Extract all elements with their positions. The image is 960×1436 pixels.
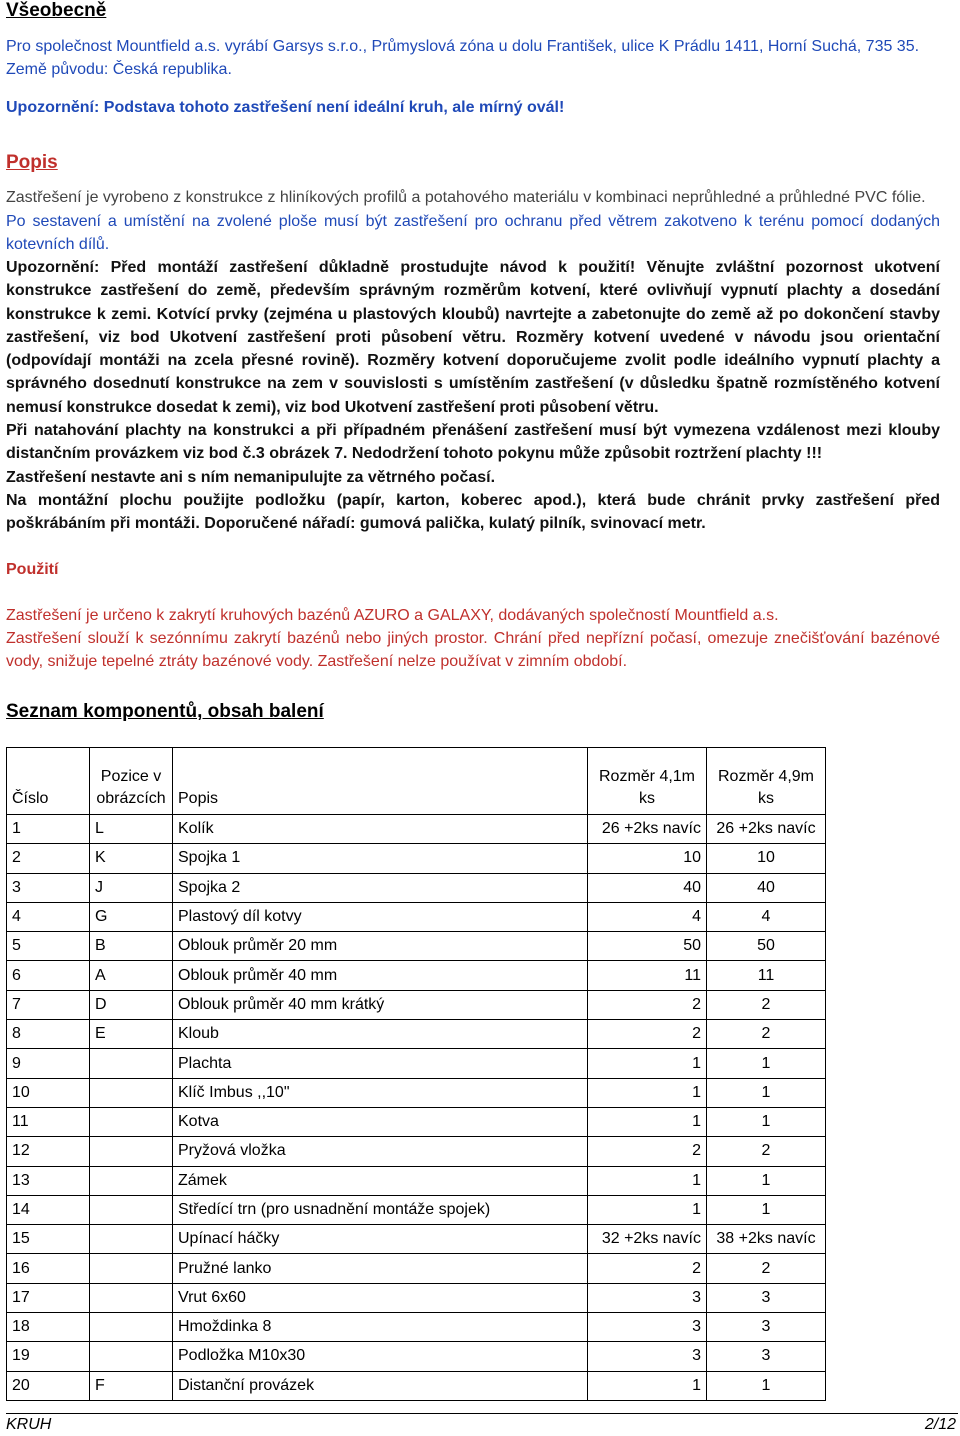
cell-size-49: 1 [707, 1078, 826, 1107]
table-row [7, 873, 826, 902]
cell-position: L [90, 815, 173, 844]
cell-number: 9 [7, 1049, 90, 1078]
cell-description: Plastový díl kotvy [173, 902, 588, 931]
cell-position [90, 1049, 173, 1078]
cell-number: 16 [7, 1254, 90, 1283]
cell-size-49: 3 [707, 1283, 826, 1312]
cell-number: 7 [7, 990, 90, 1019]
cell-number: 20 [7, 1371, 90, 1400]
cell-size-41: 50 [588, 932, 707, 961]
table-row [7, 1166, 826, 1195]
cell-description: Upínací háčky [173, 1225, 588, 1254]
cell-number: 2 [7, 844, 90, 873]
table-body [7, 815, 826, 1401]
cell-number: 17 [7, 1283, 90, 1312]
spacing-warning: Při natahování plachty na konstrukci a při případném přenášení zastřešení musí být vymezena vzdálenost mezi klouby distančním provázkem viz bod č.3 obrázek 7. Nedodržení tohoto pokynu může způsobit roztržení plachty !!! [6, 422, 940, 463]
cell-position: D [90, 990, 173, 1019]
oval-warning: Upozornění: Podstava tohoto zastřešení není ideální kruh, ale mírný ovál! [6, 99, 565, 116]
cell-size-49: 2 [707, 1020, 826, 1049]
cell-size-49: 11 [707, 961, 826, 990]
cell-size-49: 10 [707, 844, 826, 873]
table-row [7, 932, 826, 961]
cell-position [90, 1137, 173, 1166]
cell-position [90, 1283, 173, 1312]
table-row [7, 844, 826, 873]
cell-number: 1 [7, 815, 90, 844]
cell-size-49: 3 [707, 1313, 826, 1342]
table-row [7, 1371, 826, 1400]
cell-number: 5 [7, 932, 90, 961]
usage-paragraph-1: Zastřešení je určeno k zakrytí kruhových bazénů AZURO a GALAXY, dodávaných společností Mountfield a.s. [6, 607, 779, 624]
cell-description: Oblouk průměr 40 mm krátký [173, 990, 588, 1019]
cell-number: 19 [7, 1342, 90, 1371]
table-row [7, 1020, 826, 1049]
cell-number: 15 [7, 1225, 90, 1254]
cell-number: 13 [7, 1166, 90, 1195]
cell-number: 12 [7, 1137, 90, 1166]
cell-number: 6 [7, 961, 90, 990]
cell-size-49: 2 [707, 990, 826, 1019]
cell-size-41: 2 [588, 1137, 707, 1166]
table-row [7, 990, 826, 1019]
col-header-position: Pozice v obrázcích [90, 748, 173, 815]
cell-description: Zámek [173, 1166, 588, 1195]
cell-position [90, 1254, 173, 1283]
cell-position [90, 1166, 173, 1195]
cell-position [90, 1107, 173, 1136]
cell-number: 11 [7, 1107, 90, 1136]
cell-size-41: 11 [588, 961, 707, 990]
table-row [7, 1195, 826, 1224]
cell-position: B [90, 932, 173, 961]
cell-size-41: 1 [588, 1166, 707, 1195]
cell-size-49: 2 [707, 1254, 826, 1283]
cell-number: 4 [7, 902, 90, 931]
cell-position: E [90, 1020, 173, 1049]
cell-position [90, 1225, 173, 1254]
cell-size-41: 4 [588, 902, 707, 931]
cell-description: Podložka M10x30 [173, 1342, 588, 1371]
cell-size-49: 38 +2ks navíc [707, 1225, 826, 1254]
cell-description: Vrut 6x60 [173, 1283, 588, 1312]
description-paragraph-2: Po sestavení a umístění na zvolené ploše musí být zastřešení pro ochranu před větrem zakotveno k terénu pomocí dodaných kotevních dílů. [6, 213, 940, 254]
footer-title: KRUH [6, 1416, 52, 1433]
cell-description: Středící trn (pro usnadnění montáže spojek) [173, 1195, 588, 1224]
assembly-warning: Upozornění: Před montáží zastřešení důkladně prostudujte návod k použití! Věnujte zvláštní pozornost ukotvení konstrukce zastřešení do země, především správným rozměrům kotvení, které ovlivňují vypnutí plachty a dosedání konstrukce k zemi. Kotvící prvky (zejména u plastových kloubů) navrtejte a zabetonujte do země až po dokončení stavby zastřešení, viz bod Ukotvení zastřešení proti působení větru. Rozměry kotvení uvedené v návodu jsou orientační (odpovídají montáži na zcela přesné rovině). Rozměry kotvení doporučujeme zvolit podle ideálního vypnutí plachty a správného dosednutí konstrukce na zem v souvislosti s umístěním zastřešení (v důsledku špatně rozmístěného kotvení nemusí konstrukce dosedat k zemi), viz bod Ukotvení zastřešení proti působení větru. [6, 259, 940, 416]
cell-position: A [90, 961, 173, 990]
cell-size-49: 50 [707, 932, 826, 961]
heading-description: Popis [6, 152, 58, 173]
cell-size-41: 40 [588, 873, 707, 902]
cell-size-49: 3 [707, 1342, 826, 1371]
pad-warning: Na montážní plochu použijte podložku (papír, karton, koberec apod.), která bude chránit prvky zastřešení před poškrábáním při montáži. Doporučené nářadí: gumová palička, kulatý pilník, svinovací metr. [6, 492, 940, 533]
cell-size-49: 4 [707, 902, 826, 931]
cell-size-41: 1 [588, 1371, 707, 1400]
col-header-description: Popis [173, 748, 588, 815]
cell-description: Kolík [173, 815, 588, 844]
cell-position: F [90, 1371, 173, 1400]
cell-size-41: 3 [588, 1342, 707, 1371]
col-header-number: Číslo [7, 748, 90, 815]
cell-size-41: 2 [588, 990, 707, 1019]
cell-position [90, 1078, 173, 1107]
wind-warning: Zastřešení nestavte ani s ním nemanipulujte za větrného počasí. [6, 469, 496, 486]
cell-size-41: 2 [588, 1254, 707, 1283]
cell-description: Kloub [173, 1020, 588, 1049]
cell-description: Oblouk průměr 20 mm [173, 932, 588, 961]
table-row [7, 961, 826, 990]
cell-size-41: 1 [588, 1078, 707, 1107]
table-row [7, 1049, 826, 1078]
heading-general: Všeobecně [6, 0, 107, 21]
table-row [7, 1254, 826, 1283]
cell-size-41: 10 [588, 844, 707, 873]
cell-description: Pružné lanko [173, 1254, 588, 1283]
cell-number: 18 [7, 1313, 90, 1342]
cell-number: 8 [7, 1020, 90, 1049]
manufacturer-info: Pro společnost Mountfield a.s. vyrábí Garsys s.r.o., Průmyslová zóna u dolu František, ulice K Prádlu 1411, Horní Suchá, 735 35. Země původu: Česká republika. [6, 38, 920, 78]
usage-paragraph-2: Zastřešení slouží k sezónnímu zakrytí bazénů nebo jiných prostor. Chrání před nepřízní počasí, omezuje znečišťování bazénové vody, snižuje tepelné ztráty bazénové vody. Zastřešení nelze používat v zimním období. [6, 630, 940, 671]
col-header-size-41: Rozměr 4,1m ks [588, 748, 707, 815]
cell-description: Spojka 1 [173, 844, 588, 873]
cell-size-41: 1 [588, 1107, 707, 1136]
table-row [7, 1078, 826, 1107]
table-row [7, 1107, 826, 1136]
table-row [7, 1342, 826, 1371]
cell-number: 10 [7, 1078, 90, 1107]
table-row [7, 1313, 826, 1342]
cell-description: Plachta [173, 1049, 588, 1078]
table-row [7, 1137, 826, 1166]
table-row [7, 1283, 826, 1312]
cell-number: 3 [7, 873, 90, 902]
cell-size-49: 1 [707, 1195, 826, 1224]
cell-description: Klíč Imbus ,,10" [173, 1078, 588, 1107]
cell-size-49: 1 [707, 1166, 826, 1195]
cell-description: Pryžová vložka [173, 1137, 588, 1166]
cell-description: Spojka 2 [173, 873, 588, 902]
footer-divider [6, 1413, 958, 1414]
cell-size-41: 3 [588, 1313, 707, 1342]
cell-position: G [90, 902, 173, 931]
cell-size-49: 26 +2ks navíc [707, 815, 826, 844]
cell-description: Distanční provázek [173, 1371, 588, 1400]
cell-size-49: 1 [707, 1107, 826, 1136]
cell-position [90, 1342, 173, 1371]
cell-size-49: 2 [707, 1137, 826, 1166]
table-row [7, 902, 826, 931]
table-header-row [7, 748, 826, 815]
cell-position [90, 1195, 173, 1224]
cell-size-41: 26 +2ks navíc [588, 815, 707, 844]
cell-size-49: 1 [707, 1049, 826, 1078]
heading-components: Seznam komponentů, obsah balení [6, 701, 324, 722]
cell-size-41: 1 [588, 1195, 707, 1224]
cell-description: Oblouk průměr 40 mm [173, 961, 588, 990]
description-paragraph-1: Zastřešení je vyrobeno z konstrukce z hliníkových profilů a potahového materiálu v kombinaci neprůhledné a průhledné PVC fólie. [6, 189, 926, 206]
cell-size-41: 32 +2ks navíc [588, 1225, 707, 1254]
cell-size-49: 40 [707, 873, 826, 902]
col-header-size-49: Rozměr 4,9m ks [707, 748, 826, 815]
cell-position: K [90, 844, 173, 873]
cell-number: 14 [7, 1195, 90, 1224]
components-table [6, 747, 826, 1401]
table-row [7, 815, 826, 844]
cell-description: Hmoždinka 8 [173, 1313, 588, 1342]
heading-usage: Použití [6, 561, 59, 578]
cell-position [90, 1313, 173, 1342]
cell-size-41: 2 [588, 1020, 707, 1049]
cell-size-49: 1 [707, 1371, 826, 1400]
table-row [7, 1225, 826, 1254]
page-number: 2/12 [924, 1416, 956, 1433]
cell-description: Kotva [173, 1107, 588, 1136]
cell-size-41: 3 [588, 1283, 707, 1312]
cell-position: J [90, 873, 173, 902]
cell-size-41: 1 [588, 1049, 707, 1078]
